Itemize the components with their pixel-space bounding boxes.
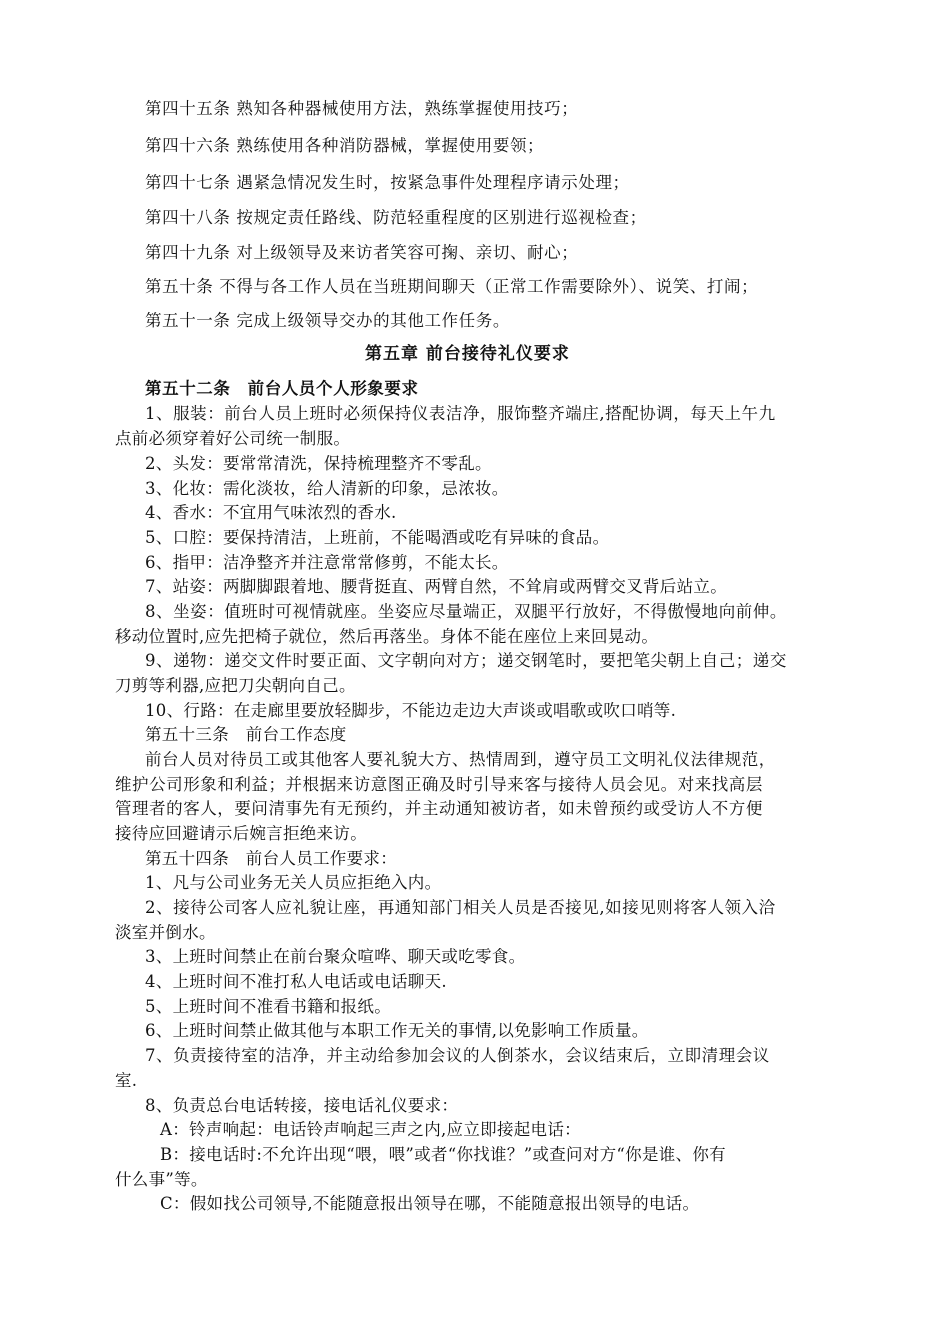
art54-line: 什么事”等。 [115, 1170, 208, 1189]
article-50: 第五十条 不得与各工作人员在当班期间聊天（正常工作需要除外）、说笑、打闹； [145, 277, 759, 296]
chapter-title: 第五章 前台接待礼仪要求 [365, 344, 570, 364]
art52-line: 刀剪等利器,应把刀尖朝向自己。 [115, 676, 356, 695]
art54-line: 8、负责总台电话转接，接电话礼仪要求： [145, 1096, 459, 1115]
art52-line: 10、行路：在走廊里要放轻脚步，不能边走边大声谈或唱歌或吹口哨等. [145, 701, 677, 720]
art52-line: 6、指甲：洁净整齐并注意常常修剪，不能太长。 [145, 553, 509, 572]
art54-line: 5、上班时间不准看书籍和报纸。 [145, 997, 391, 1016]
article-45: 第四十五条 熟知各种器械使用方法，熟练掌握使用技巧； [145, 99, 579, 118]
art52-line: 1、服装：前台人员上班时必须保持仪表洁净，服饰整齐端庄,搭配协调，每天上午九 [145, 404, 776, 423]
article-46: 第四十六条 熟练使用各种消防器械，掌握使用要领； [145, 136, 545, 155]
art52-line: 2、头发：要常常清洗，保持梳理整齐不零乱。 [145, 454, 492, 473]
article-48: 第四十八条 按规定责任路线、防范轻重程度的区别进行巡视检查； [145, 208, 647, 227]
art54-line: A：铃声响起：电话铃声响起三声之内,应立即接起电话： [160, 1120, 581, 1139]
art54-line: 室. [115, 1071, 138, 1090]
art53-line: 接待应回避请示后婉言拒绝来访。 [115, 824, 367, 843]
art54-line: 2、接待公司客人应礼貌让座，再通知部门相关人员是否接见,如接见则将客人领入洽 [145, 898, 776, 917]
art54-line: 淡室并倒水。 [115, 923, 216, 942]
art52-line: 9、递物：递交文件时要正面、文字朝向对方；递交钢笔时，要把笔尖朝上自己；递交 [145, 651, 787, 670]
art54-line: C：假如找公司领导,不能随意报出领导在哪，不能随意报出领导的电话。 [160, 1194, 700, 1213]
article-54-heading: 第五十四条 前台人员工作要求： [145, 849, 397, 868]
art54-line: 7、负责接待室的洁净，并主动给参加会议的人倒茶水，会议结束后，立即清理会议 [145, 1046, 770, 1065]
art52-line: 7、站姿：两脚脚跟着地、腰背挺直、两臂自然，不耸肩或两臂交叉背后站立。 [145, 577, 727, 596]
art54-line: 3、上班时间禁止在前台聚众喧哗、聊天或吃零食。 [145, 947, 526, 966]
article-51: 第五十一条 完成上级领导交办的其他工作任务。 [145, 311, 510, 330]
art54-line: 6、上班时间禁止做其他与本职工作无关的事情,以免影响工作质量。 [145, 1021, 649, 1040]
art54-line: 1、凡与公司业务无关人员应拒绝入内。 [145, 873, 442, 892]
art53-line: 前台人员对待员工或其他客人要礼貌大方、热情周到，遵守员工文明礼仪法律规范， [145, 750, 776, 769]
article-47: 第四十七条 遇紧急情况发生时，按紧急事件处理程序请示处理； [145, 173, 630, 192]
art54-line: B：接电话时:不允许出现“喂，喂”或者“你找谁？”或查问对方“你是谁、你有 [160, 1145, 726, 1164]
art53-line: 管理者的客人，要问清事先有无预约，并主动通知被访者，如未曾预约或受访人不方便 [115, 799, 763, 818]
art52-line: 移动位置时,应先把椅子就位，然后再落坐。身体不能在座位上来回晃动。 [115, 627, 659, 646]
art52-line: 3、化妆：需化淡妆，给人清新的印象，忌浓妆。 [145, 479, 509, 498]
article-53-heading: 第五十三条 前台工作态度 [145, 725, 347, 744]
art54-line: 4、上班时间不准打私人电话或电话聊天. [145, 972, 447, 991]
art52-line: 5、口腔：要保持清洁，上班前，不能喝酒或吃有异味的食品。 [145, 528, 610, 547]
art53-line: 维护公司形象和利益；并根据来访意图正确及时引导来客与接待人员会见。对来找高层 [115, 775, 763, 794]
article-49: 第四十九条 对上级领导及来访者笑容可掬、亲切、耐心； [145, 243, 579, 262]
art52-line: 8、坐姿：值班时可视情就座。坐姿应尽量端正，双腿平行放好，不得傲慢地向前伸。 [145, 602, 787, 621]
article-52-heading: 第五十二条 前台人员个人形象要求 [145, 379, 419, 398]
art52-line: 4、香水：不宜用气味浓烈的香水. [145, 503, 397, 522]
art52-line: 点前必须穿着好公司统一制服。 [115, 429, 351, 448]
